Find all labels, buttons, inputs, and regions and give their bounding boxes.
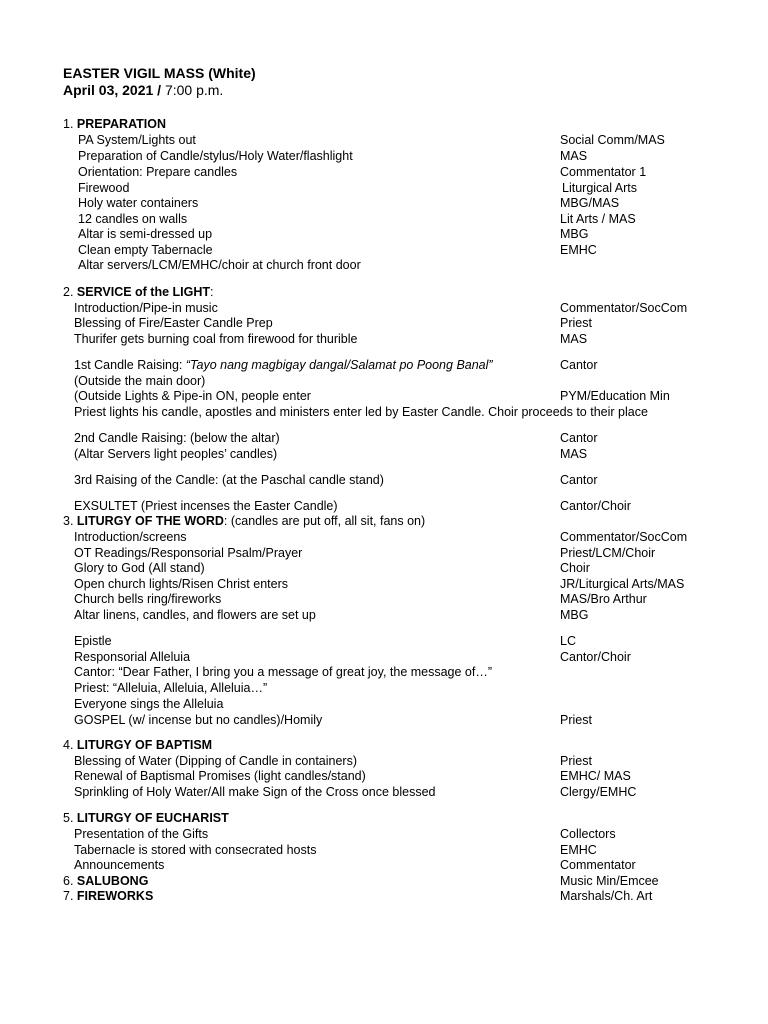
assignee: Cantor/Choir: [560, 650, 631, 664]
task: Epistle: [74, 634, 112, 648]
section-number: 3.: [63, 514, 77, 528]
section-title: LITURGY OF THE WORD: [76, 514, 224, 528]
assignee: JR/Liturgical Arts/MAS: [560, 577, 685, 591]
task: Altar is semi-dressed up: [78, 227, 213, 241]
task: Everyone sings the Alleluia: [74, 697, 224, 711]
section-title: FIREWORKS: [76, 889, 154, 903]
task: Priest: “Alleluia, Alleluia, Alleluia…”: [74, 681, 268, 695]
task: (Altar Servers light peoples’ candles): [74, 447, 278, 461]
section-heading-preparation: [63, 117, 166, 132]
assignee: Priest: [560, 713, 592, 727]
document-title: EASTER VIGIL MASS (White): [63, 65, 256, 81]
assignee: Commentator/SocCom: [560, 301, 688, 315]
task: (Outside Lights & Pipe-in ON, people enter: [74, 389, 311, 403]
section-number: 1.: [63, 117, 77, 131]
task: Responsorial Alleluia: [74, 650, 191, 664]
task: 2nd Candle Raising: (below the altar): [74, 431, 280, 445]
assignee: Cantor/Choir: [560, 499, 631, 513]
task: Altar linens, candles, and flowers are set up: [74, 608, 316, 622]
task: Renewal of Baptismal Promises (light candles/stand): [74, 769, 366, 783]
task: Tabernacle is stored with consecrated hosts: [74, 843, 317, 857]
section-heading-liturgy-of-baptism: [63, 738, 212, 753]
task-first-candle-raising: [74, 358, 493, 373]
date: April 03, 2021 /: [63, 82, 162, 98]
section-title: SALUBONG: [76, 874, 149, 888]
assignee: Priest/LCM/Choir: [560, 546, 656, 560]
assignee: Music Min/Emcee: [560, 874, 659, 888]
task: Introduction/screens: [74, 530, 187, 544]
assignee: MAS/Bro Arthur: [560, 592, 647, 606]
task: Holy water containers: [78, 196, 199, 210]
section-heading-liturgy-of-eucharist: [63, 811, 229, 826]
time: 7:00 p.m.: [161, 82, 224, 98]
section-heading-fireworks: [63, 889, 153, 904]
task: Altar servers/LCM/EMHC/choir at church front door: [78, 258, 361, 272]
section-title-suffix: : (candles are put off, all sit, fans on): [223, 514, 426, 528]
assignee: Cantor: [560, 473, 598, 487]
task: Church bells ring/fireworks: [74, 592, 222, 606]
section-title: LITURGY OF EUCHARIST: [76, 811, 229, 825]
task: Sprinkling of Holy Water/All make Sign of the Cross once blessed: [74, 785, 436, 799]
task: (Outside the main door): [74, 374, 206, 388]
assignee: EMHC: [560, 243, 597, 257]
section-number: 7.: [63, 889, 77, 903]
section-heading-liturgy-of-word: [63, 514, 425, 529]
task: Presentation of the Gifts: [74, 827, 209, 841]
task: Orientation: Prepare candles: [78, 165, 238, 179]
assignee: EMHC: [560, 843, 597, 857]
section-title: LITURGY OF BAPTISM: [76, 738, 213, 752]
task: Introduction/Pipe-in music: [74, 301, 218, 315]
task: 12 candles on walls: [78, 212, 188, 226]
assignee: Commentator 1: [560, 165, 647, 179]
assignee: LC: [560, 634, 576, 648]
date-line: [63, 83, 223, 98]
task: Firewood: [78, 181, 130, 195]
assignee: Social Comm/MAS: [560, 133, 665, 147]
assignee: EMHC/ MAS: [560, 769, 631, 783]
assignee: Priest: [560, 754, 592, 768]
assignee: Commentator/SocCom: [560, 530, 688, 544]
song-title: “Tayo nang magbigay dangal/Salamat po Poong Banal”: [185, 358, 493, 372]
task: Glory to God (All stand): [74, 561, 205, 575]
assignee: Marshals/Ch. Art: [560, 889, 653, 903]
section-heading-service-of-light: [63, 285, 214, 300]
assignee: MBG: [560, 227, 589, 241]
section-title: PREPARATION: [76, 117, 167, 131]
task: Blessing of Water (Dipping of Candle in containers): [74, 754, 358, 768]
task-label: 1st Candle Raising:: [74, 358, 186, 372]
task: Blessing of Fire/Easter Candle Prep: [74, 316, 273, 330]
task: Thurifer gets burning coal from firewood for thurible: [74, 332, 358, 346]
assignee: Collectors: [560, 827, 616, 841]
assignee: Priest: [560, 316, 592, 330]
assignee: Clergy/EMHC: [560, 785, 637, 799]
section-title: SERVICE of the LIGHT: [76, 285, 211, 299]
section-title-suffix: :: [210, 285, 214, 299]
section-heading-salubong: [63, 874, 148, 889]
task: PA System/Lights out: [78, 133, 196, 147]
task: GOSPEL (w/ incense but no candles)/Homily: [74, 713, 323, 727]
section-number: 4.: [63, 738, 77, 752]
assignee: MBG/MAS: [560, 196, 620, 210]
assignee: Lit Arts / MAS: [560, 212, 636, 226]
assignee: Cantor: [560, 431, 598, 445]
task: 3rd Raising of the Candle: (at the Paschal candle stand): [74, 473, 384, 487]
section-number: 6.: [63, 874, 77, 888]
assignee: MAS: [560, 447, 588, 461]
assignee: Commentator: [560, 858, 636, 872]
assignee: Cantor: [560, 358, 598, 372]
assignee: Liturgical Arts: [562, 181, 638, 195]
task: Preparation of Candle/stylus/Holy Water/flashlight: [78, 149, 353, 163]
assignee: PYM/Education Min: [560, 389, 670, 403]
section-number: 2.: [63, 285, 77, 299]
task: Clean empty Tabernacle: [78, 243, 213, 257]
task: Open church lights/Risen Christ enters: [74, 577, 288, 591]
assignee: MAS: [560, 332, 588, 346]
task: Announcements: [74, 858, 165, 872]
assignee: MBG: [560, 608, 589, 622]
task: EXSULTET (Priest incenses the Easter Candle): [74, 499, 338, 513]
task: OT Readings/Responsorial Psalm/Prayer: [74, 546, 303, 560]
section-number: 5.: [63, 811, 77, 825]
task: Priest lights his candle, apostles and ministers enter led by Easter Candle. Choir proceeds to their place: [74, 405, 648, 419]
assignee: MAS: [560, 149, 588, 163]
task: Cantor: “Dear Father, I bring you a message of great joy, the message of…”: [74, 665, 493, 679]
assignee: Choir: [560, 561, 590, 575]
